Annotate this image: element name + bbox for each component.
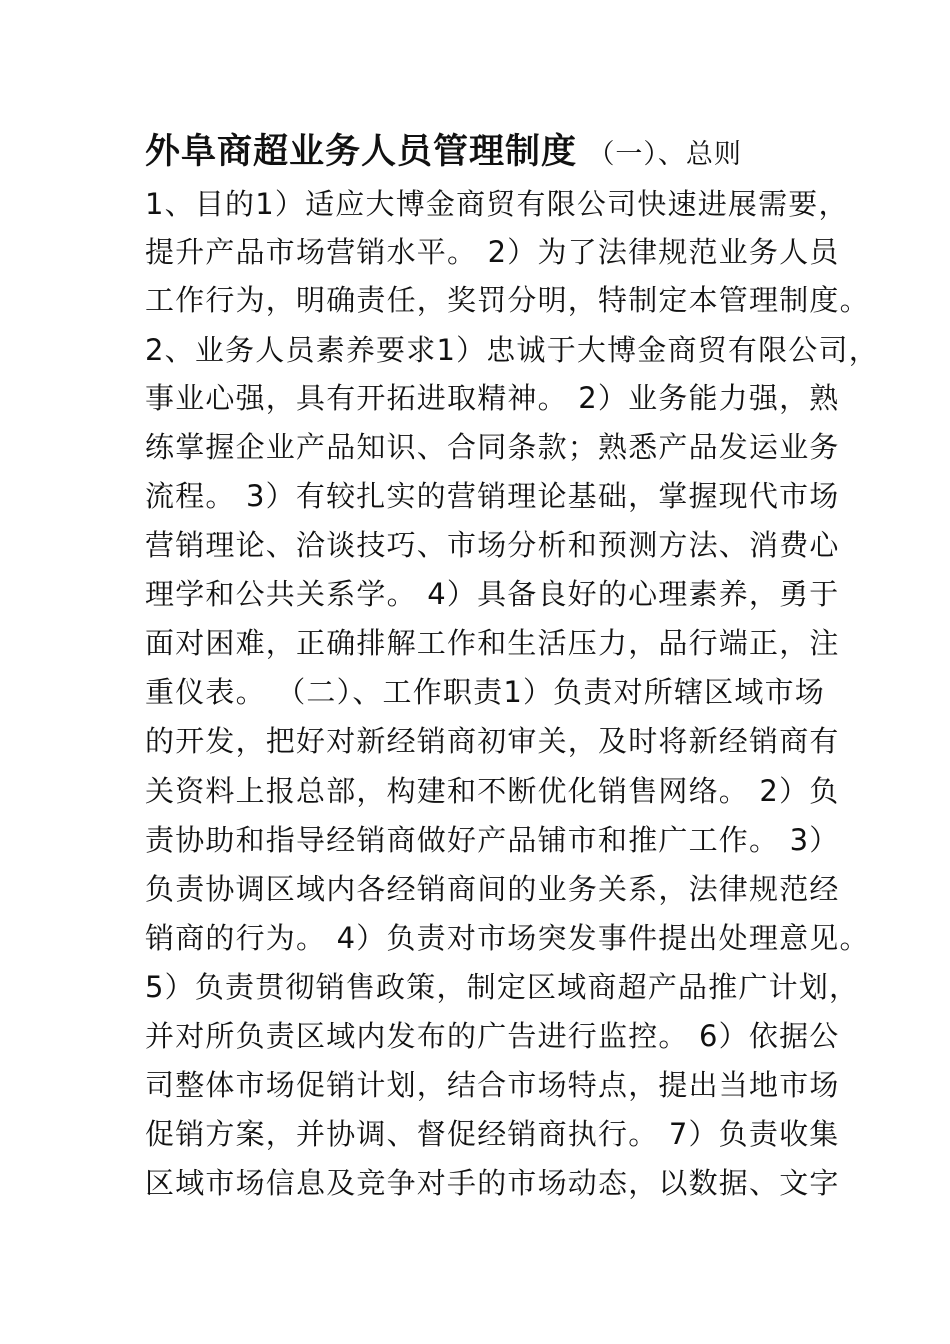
text-line: 1、目的1）适应大博金商贸有限公司快速进展需要， [145,187,849,221]
text-line: 重仪表。 （二）、工作职责1）负责对所辖区域市场 [145,675,825,709]
text-line: 工作行为，明确责任，奖罚分明，特制定本管理制度。 [145,283,870,317]
text-line: 司整体市场促销计划，结合市场特点，提出当地市场 [145,1068,840,1102]
text-line: 责协助和指导经销商做好产品铺市和推广工作。 3） [145,823,840,857]
text-line: 负责协调区域内各经销商间的业务关系，法律规范经 [145,872,840,906]
text-line: 面对困难，正确排解工作和生活压力，品行端正，注 [145,626,840,660]
text-line: 流程。 3）有较扎实的营销理论基础，掌握现代市场 [145,479,840,513]
document-title: 外阜商超业务人员管理制度 [145,132,578,172]
text-line: 区域市场信息及竞争对手的市场动态，以数据、文字 [145,1166,840,1200]
text-line: 关资料上报总部，构建和不断优化销售网络。 2）负 [145,774,840,808]
text-line: 练掌握企业产品知识、合同条款；熟悉产品发运业务 [145,430,840,464]
text-line: 的开发，把好对新经销商初审关，及时将新经销商有 [145,724,840,758]
section-heading: （一）、总则 [587,139,742,170]
text-line: 销商的行为。 4）负责对市场突发事件提出处理意见。 [145,921,870,955]
text-line: 理学和公共关系学。 4）具备良好的心理素养，勇于 [145,577,840,611]
title-line [145,128,835,179]
text-line: 并对所负责区域内发布的广告进行监控。 6）依据公 [145,1019,840,1053]
text-line: 事业心强，具有开拓进取精神。 2）业务能力强，熟 [145,381,840,415]
text-line: 提升产品市场营销水平。 2）为了法律规范业务人员 [145,235,840,269]
text-line: 5）负责贯彻销售政策，制定区域商超产品推广计划， [145,970,860,1004]
text-line: 2、业务人员素养要求1）忠诚于大博金商贸有限公司， [145,333,879,367]
text-line: 促销方案，并协调、督促经销商执行。 7）负责收集 [145,1117,840,1151]
text-line: 营销理论、洽谈技巧、市场分析和预测方法、消费心 [145,528,840,562]
